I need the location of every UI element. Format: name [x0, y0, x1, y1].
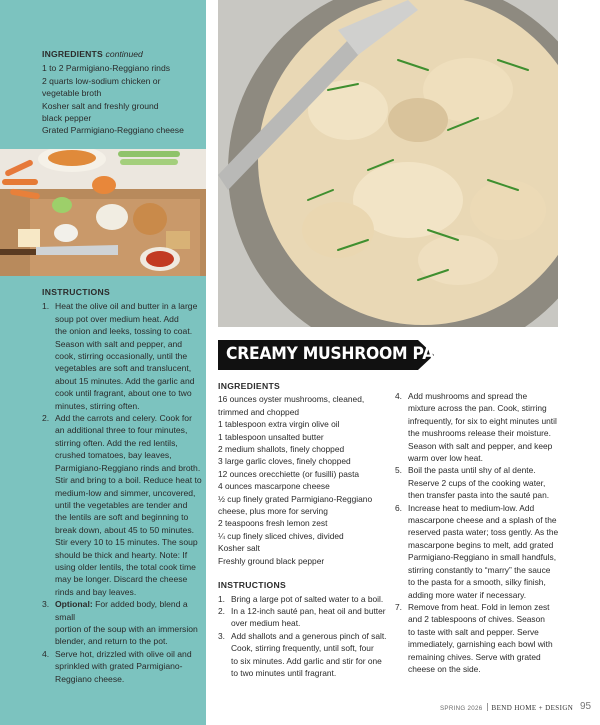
step-line: blender, and return to the pot. [55, 636, 168, 647]
footer-magazine: BEND HOME + DESIGN [491, 704, 574, 712]
instruction-step [395, 502, 565, 601]
ingredient-line: Kosher salt and freshly ground [42, 100, 159, 111]
step-number: 6. [395, 502, 402, 513]
step-number: 7. [395, 601, 402, 612]
step-line: warm over low heat. [408, 453, 483, 464]
step-line: Season with salt and pepper, and keep [408, 440, 553, 451]
step-line: portion of the soup with an immersion [55, 623, 198, 634]
step-line: to the pasta for a smooth, silky finish, [408, 577, 546, 588]
step-line: Reserve 2 cups of the cooking water, [408, 477, 546, 488]
recipe-title: CREAMY MUSHROOM PASTA [226, 344, 467, 364]
step-number: 2. [42, 413, 50, 424]
step-line: soup pot over medium heat. Add [55, 313, 179, 324]
ingredient-line: 1 tablespoon extra virgin olive oil [218, 419, 340, 430]
step-line: mascarpone cheese and a splash of the [408, 515, 557, 526]
step-line: Add shallots and a generous pinch of salt. [231, 630, 387, 641]
step-line: Add mushrooms and spread the [408, 391, 528, 401]
step-number: 2. [218, 605, 225, 616]
step-line: sprinkled with grated Parmigiano- [55, 661, 183, 672]
step-line: cook until fragrant, about one to two [55, 388, 192, 399]
step-line: Stir every 10 to 15 minutes. The soup [55, 537, 198, 548]
step-line: Parmigiano-Reggiano in small handfuls, [408, 552, 557, 563]
step-line: using older lentils, the total cook time [55, 561, 196, 572]
step-line: reserved pasta water; toss gently. As the [408, 527, 559, 538]
step-line: Remove from heat. Fold in lemon zest [408, 601, 550, 612]
step-number: 4. [42, 648, 50, 659]
instruction-step [42, 300, 202, 412]
recipe-instructions-heading: INSTRUCTIONS [218, 580, 287, 591]
ingredient-line: 2 medium shallots, finely chopped [218, 444, 345, 455]
ingredient-line: Kosher salt [218, 543, 260, 554]
ingredient-line: 2 quarts low-sodium chicken or [42, 75, 161, 86]
ingredient-line: ¼ cup finely sliced chives, divided [218, 530, 344, 541]
ingredient-line: 1 to 2 Parmigiano-Reggiano rinds [42, 63, 171, 74]
step-line: immediately, garnishing each bowl with [408, 639, 553, 650]
step-line: Heat the olive oil and butter in a large [55, 301, 198, 312]
step-line: and 2 tablespoons of chives. Season [408, 614, 545, 625]
soup-instructions-heading: INSTRUCTIONS [42, 287, 111, 297]
step-line: medium-low and simmer, uncovered, [55, 487, 196, 498]
ingredient-line: vegetable broth [42, 88, 102, 99]
step-number: 1. [42, 301, 50, 312]
step-line: Add the carrots and celery. Cook for [55, 413, 192, 424]
ingredient-line: 16 ounces oyster mushrooms, cleaned, [218, 394, 365, 405]
step-number: 3. [42, 599, 50, 610]
step-line: stirring often. Add the red lentils, [55, 437, 178, 448]
instruction-step [218, 593, 390, 605]
instruction-step [42, 648, 202, 685]
step-line: over medium heat. [231, 618, 301, 629]
instruction-step [395, 601, 565, 675]
step-line: Serve hot, drizzled with olive oil and [55, 648, 192, 659]
step-line: about 15 minutes. Add the garlic and [55, 375, 195, 386]
ingredient-line: cheese, plus more for serving [218, 506, 328, 517]
ingredients-continued [42, 48, 202, 137]
ingredient-line: 3 large garlic cloves, finely chopped [218, 456, 351, 467]
ingredient-line: Grated Parmigiano-Reggiano cheese [42, 125, 184, 136]
ingredient-line: trimmed and chopped [218, 406, 300, 417]
step-line: Increase heat to medium-low. Add [408, 502, 535, 513]
ingredient-line: 2 teaspoons fresh lemon zest [218, 518, 328, 529]
step-text: For added body, blend a small [55, 599, 188, 622]
ingredients-prep-photo [0, 149, 206, 276]
step-number: 5. [395, 465, 402, 476]
step-line: Boil the pasta until shy of al dente. [408, 465, 536, 476]
step-line: cheese on the side. [408, 663, 481, 674]
step-line: Season with salt and pepper, and [55, 338, 183, 349]
recipe-middle-column [218, 380, 390, 679]
footer-issue: SPRING 2026 [440, 705, 483, 712]
ingredient-line: 4 ounces mascarpone cheese [218, 481, 330, 492]
step-line: may be longer. Discard the cheese [55, 574, 188, 585]
step-line: crushed tomatoes, bay leaves, [55, 450, 172, 461]
step-line: In a 12-inch sauté pan, heat oil and butter [231, 605, 386, 616]
recipe-title-banner [218, 340, 467, 370]
step-line: to two minutes until fragrant. [231, 667, 337, 678]
instruction-step [42, 598, 202, 648]
instruction-step [395, 464, 565, 501]
step-line: mixture across the pan. Cook, stirring [408, 403, 547, 414]
recipe-ingredients-heading: INGREDIENTS [218, 381, 281, 391]
step-line: Stir and bring to a boil. Reduce heat to [55, 475, 202, 486]
step-line: break down, about 45 to 50 minutes. [55, 524, 195, 535]
step-line: then transfer pasta into the sauté pan. [408, 490, 550, 501]
step-line: cook, stirring occasionally, until the [55, 351, 188, 362]
step-line: minutes, stirring often. [55, 400, 140, 411]
step-number: 4. [395, 391, 402, 401]
step-line: Bring a large pot of salted water to a boil. [231, 593, 384, 604]
step-number: 3. [218, 630, 225, 641]
step-line: the mushrooms release their moisture. [408, 428, 551, 439]
recipe-right-column [395, 390, 565, 675]
step-line: stirring constantly to “marry” the sauce [408, 564, 551, 575]
step-emphasis: Optional: [55, 599, 93, 610]
step-line: until the vegetables are tender and [55, 499, 188, 510]
step-line: the lentils are soft and beginning to [55, 512, 189, 523]
step-line: adding more water if necessary. [408, 589, 527, 600]
step-line: should be thick and hearty. Note: If [55, 549, 188, 560]
ingredient-line: black pepper [42, 113, 92, 124]
instruction-step [395, 390, 565, 464]
page-number: 95 [580, 701, 592, 712]
page-footer [440, 703, 600, 712]
ingredient-line: 12 ounces orecchiette (or fusilli) pasta [218, 468, 360, 479]
step-line: to six minutes. Add garlic and stir for one [231, 655, 382, 666]
step-line: vegetables are soft and translucent, [55, 363, 192, 374]
step-number: 1. [218, 593, 225, 604]
soup-instructions [42, 286, 202, 685]
ingredient-line: ½ cup finely grated Parmigiano-Reggiano [218, 493, 373, 504]
step-line: Parmigiano-Reggiano rinds and broth. [55, 462, 201, 473]
instruction-step [42, 412, 202, 598]
step-line: an additional three to four minutes, [55, 425, 188, 436]
step-line: mascarpone begins to melt, add grated [408, 539, 554, 550]
step-line: rinds and bay leaves. [55, 586, 137, 597]
step-line: remaining chives. Serve with grated [408, 651, 541, 662]
instruction-step [218, 605, 390, 630]
step-line [55, 598, 202, 623]
ingredient-line: Freshly ground black pepper [218, 555, 325, 566]
ingredients-continued-heading: INGREDIENTS continued [42, 49, 143, 59]
step-line: to taste with salt and pepper. Serve [408, 626, 539, 637]
ingredient-line: 1 tablespoon unsalted butter [218, 431, 324, 442]
step-line: Cook, stirring frequently, until soft, four [231, 643, 374, 654]
pasta-hero-photo [218, 0, 558, 327]
step-line: infrequently, for six to eight minutes until [408, 415, 557, 426]
step-line: the onion and leeks, tossing to coat. [55, 326, 193, 337]
step-line: Reggiano cheese. [55, 673, 125, 684]
instruction-step [218, 630, 390, 680]
